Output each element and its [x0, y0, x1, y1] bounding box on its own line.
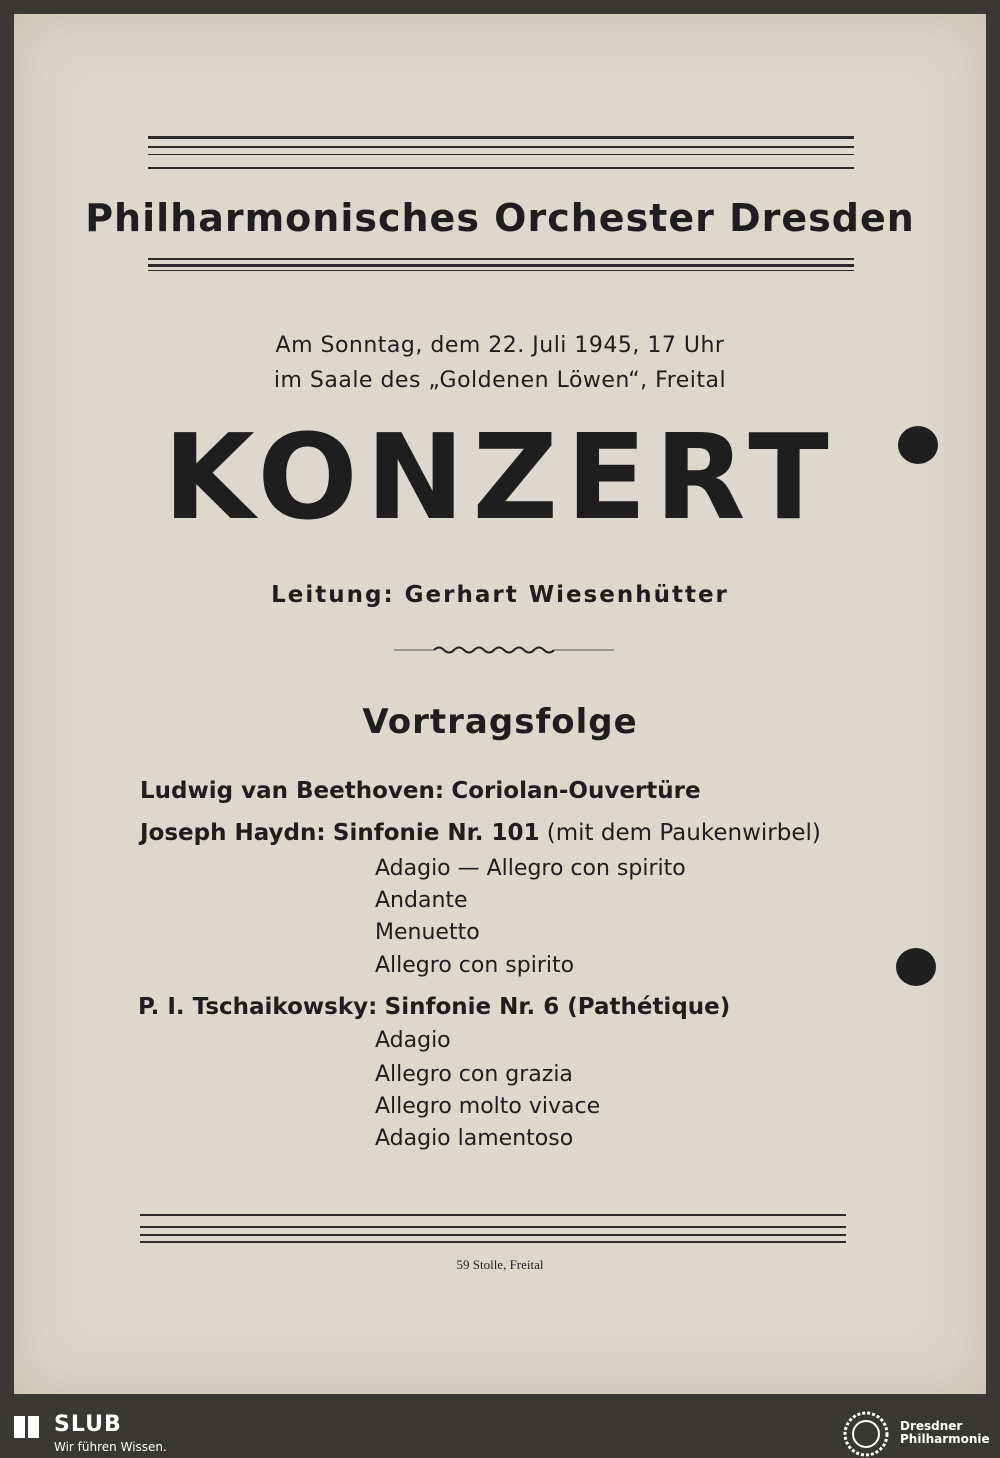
date-line: Am Sonntag, dem 22. Juli 1945, 17 Uhr: [275, 333, 725, 358]
movement: Andante: [375, 888, 468, 913]
printer-imprint: 59 Stolle, Freital: [456, 1257, 544, 1272]
program-item-haydn: [140, 820, 821, 846]
orchestra-name: Philharmonisches Orchester Dresden: [85, 196, 915, 240]
program-item-beethoven: [140, 778, 701, 804]
work-note: (mit dem Paukenwirbel): [546, 820, 821, 846]
work-title: Sinfonie Nr. 101: [332, 820, 540, 846]
composer-name: P. I. Tschaikowsky:: [138, 994, 378, 1020]
movement: Allegro con spirito: [375, 953, 575, 978]
event-details: [14, 328, 986, 398]
bottom-rule-lines: [140, 1214, 846, 1248]
work-title: Sinfonie Nr. 6 (Pathétique): [384, 994, 731, 1020]
composer-name: Ludwig van Beethoven:: [140, 778, 445, 804]
movement: Adagio — Allegro con spirito: [375, 856, 686, 881]
footer-bar: [0, 1408, 1000, 1458]
composer-name: Joseph Haydn:: [140, 820, 326, 846]
movement: Allegro molto vivace: [375, 1094, 601, 1119]
philharmonie-logo-icon: [842, 1410, 890, 1458]
slub-slogan: Wir führen Wissen.: [54, 1440, 167, 1454]
movement: Adagio lamentoso: [375, 1126, 574, 1151]
concert-title: KONZERT: [163, 408, 837, 546]
movement: Allegro con grazia: [375, 1062, 573, 1087]
header-underline: [148, 258, 854, 272]
conductor-line: Leitung: Gerhart Wiesenhütter: [271, 582, 729, 608]
partner-line2: Philharmonie: [900, 1432, 990, 1446]
partner-name: [900, 1420, 990, 1446]
top-rule-lines: [148, 136, 854, 172]
work-title: Coriolan-Ouvertüre: [451, 778, 701, 804]
slub-name: SLUB: [54, 1412, 122, 1437]
slub-logo-icon: [14, 1414, 40, 1440]
program-heading: Vortragsfolge: [362, 702, 638, 742]
program-item-tschaikowsky: [138, 994, 730, 1020]
ornament-divider: [394, 642, 614, 658]
concert-program-sheet: [14, 14, 986, 1394]
movement: Menuetto: [375, 920, 480, 945]
venue-line: im Saale des „Goldenen Löwen“, Freital: [273, 368, 727, 393]
punch-hole-bottom: [896, 948, 936, 986]
movement: Adagio: [375, 1028, 451, 1053]
partner-line1: Dresdner: [900, 1419, 963, 1433]
